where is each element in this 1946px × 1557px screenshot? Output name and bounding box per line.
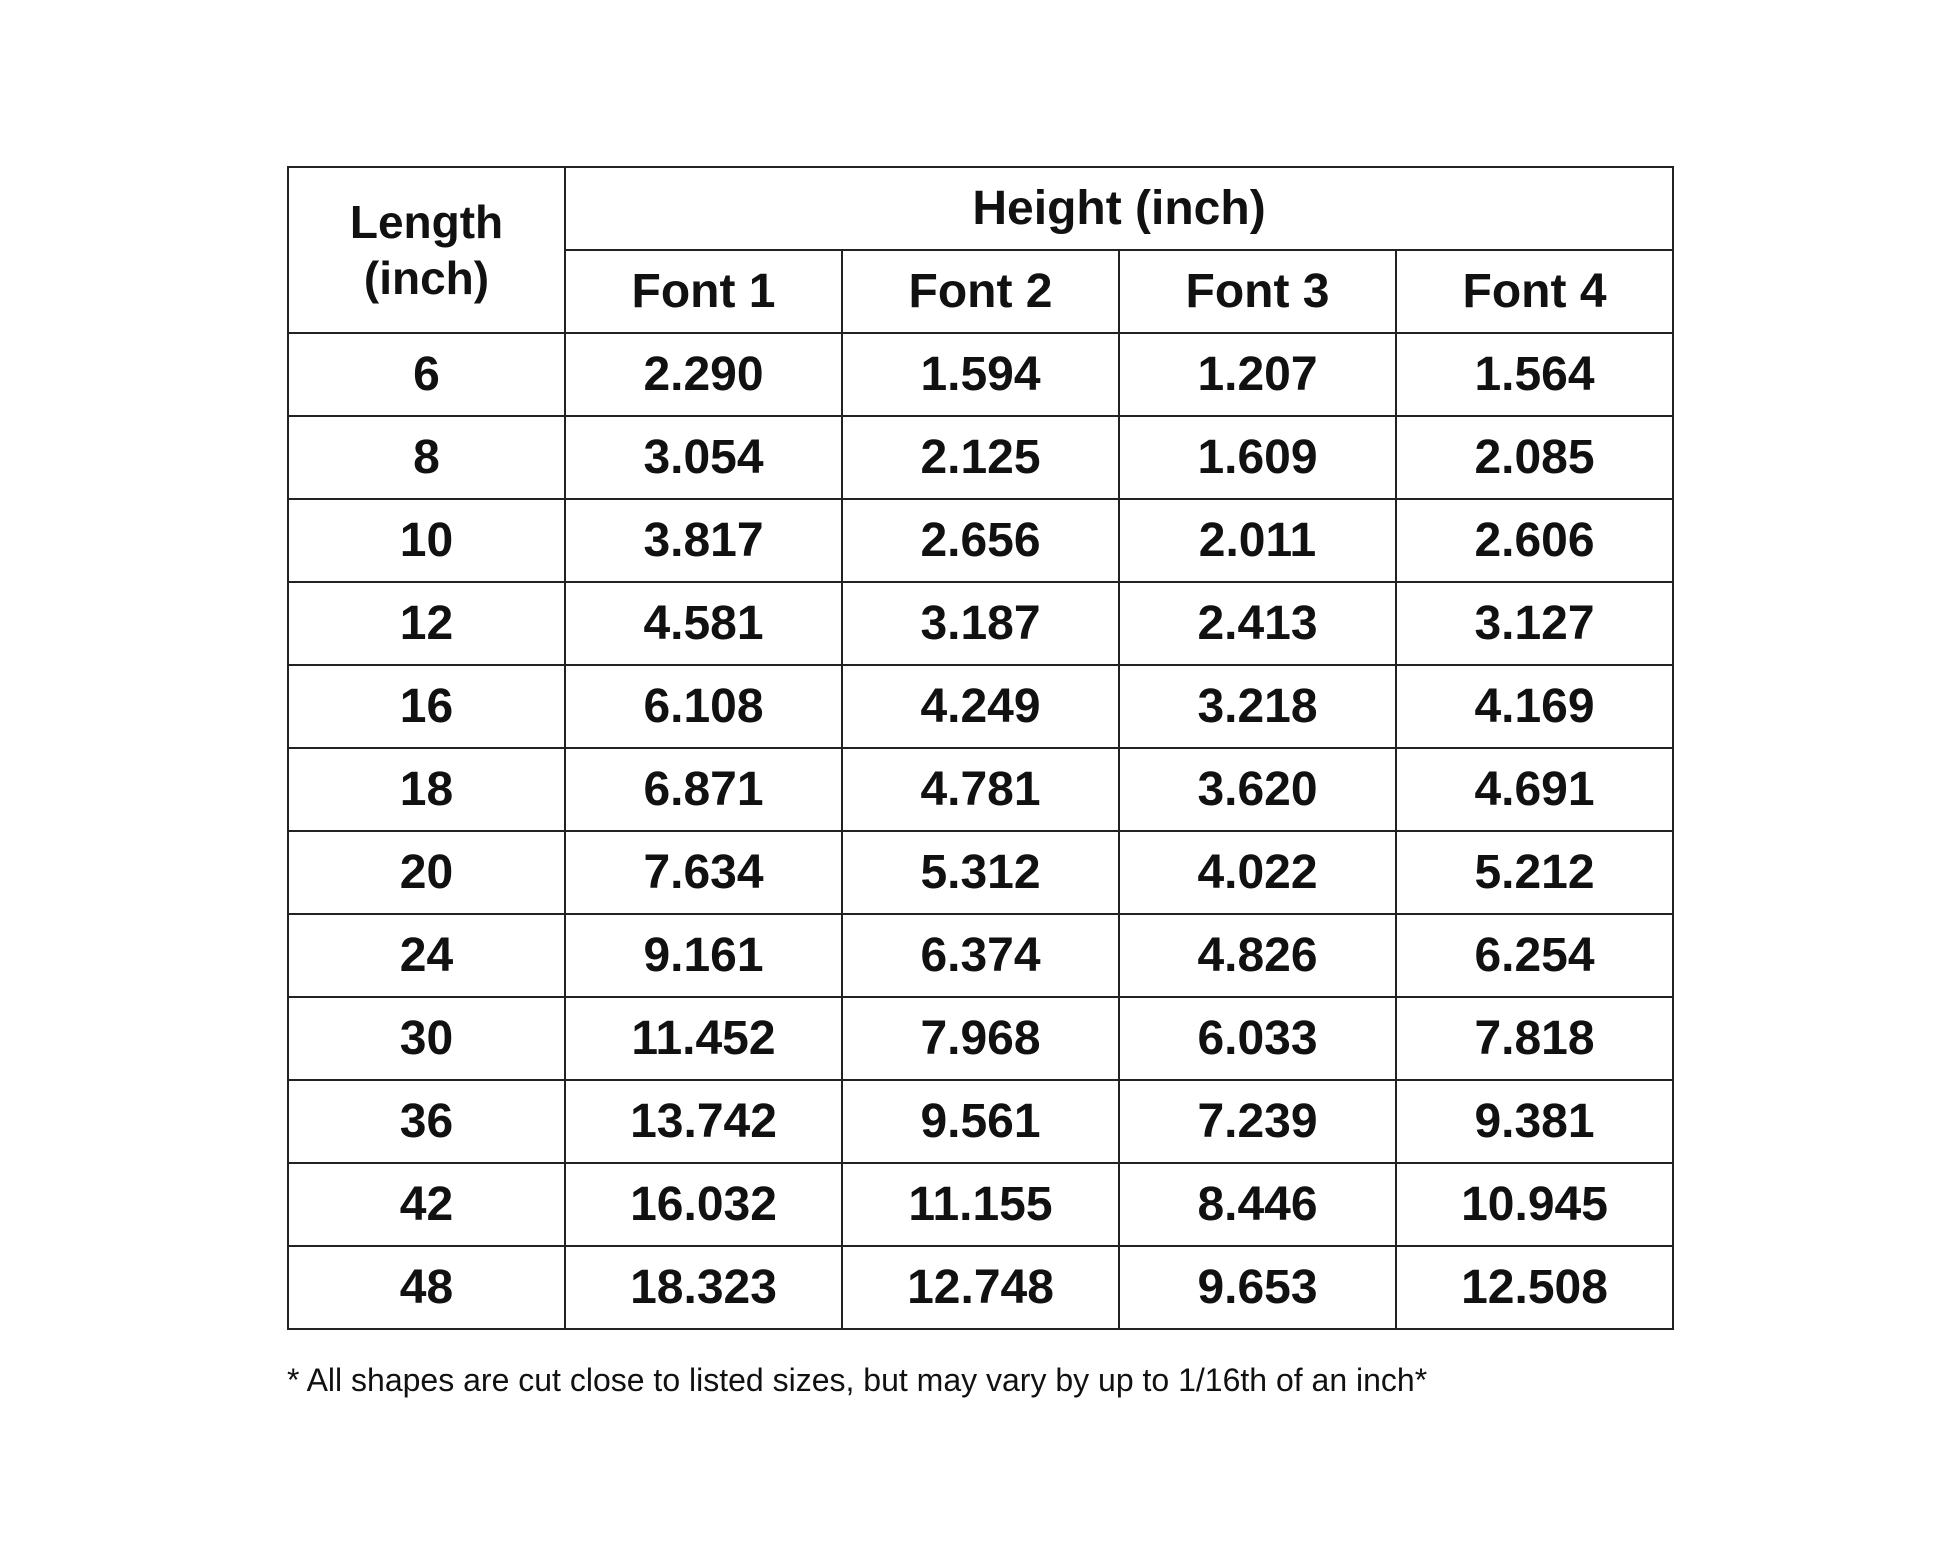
height-group-header: Height (inch) xyxy=(565,167,1673,250)
font-4-height-cell: 7.818 xyxy=(1396,997,1673,1080)
font-1-height-cell: 11.452 xyxy=(565,997,842,1080)
length-cell: 24 xyxy=(288,914,565,997)
table-body xyxy=(288,333,1673,1329)
length-header-line1: Length xyxy=(349,196,504,248)
font-3-height-cell: 2.011 xyxy=(1119,499,1396,582)
font-1-height-cell: 4.581 xyxy=(565,582,842,665)
font-4-height-cell: 3.127 xyxy=(1396,582,1673,665)
font-4-height-cell: 6.254 xyxy=(1396,914,1673,997)
font-1-height-cell: 6.871 xyxy=(565,748,842,831)
font-2-height-cell: 12.748 xyxy=(842,1246,1119,1329)
font-1-height-cell: 9.161 xyxy=(565,914,842,997)
table-row xyxy=(288,914,1673,997)
table-row xyxy=(288,499,1673,582)
font-4-height-cell: 2.085 xyxy=(1396,416,1673,499)
table-row xyxy=(288,1080,1673,1163)
font-1-height-cell: 6.108 xyxy=(565,665,842,748)
font-4-height-cell: 5.212 xyxy=(1396,831,1673,914)
font-3-height-cell: 9.653 xyxy=(1119,1246,1396,1329)
length-cell: 48 xyxy=(288,1246,565,1329)
font-2-height-cell: 7.968 xyxy=(842,997,1119,1080)
table-row xyxy=(288,1163,1673,1246)
length-cell: 42 xyxy=(288,1163,565,1246)
table-row xyxy=(288,831,1673,914)
length-cell: 30 xyxy=(288,997,565,1080)
font-4-height-cell: 4.169 xyxy=(1396,665,1673,748)
table-row xyxy=(288,582,1673,665)
font-2-height-cell: 11.155 xyxy=(842,1163,1119,1246)
font-3-height-cell: 3.620 xyxy=(1119,748,1396,831)
font-2-height-cell: 2.125 xyxy=(842,416,1119,499)
font-4-height-cell: 1.564 xyxy=(1396,333,1673,416)
font-1-height-cell: 2.290 xyxy=(565,333,842,416)
font-2-header: Font 2 xyxy=(842,250,1119,333)
table-row xyxy=(288,748,1673,831)
table-row xyxy=(288,1246,1673,1329)
table-row xyxy=(288,997,1673,1080)
font-3-height-cell: 4.826 xyxy=(1119,914,1396,997)
font-1-height-cell: 16.032 xyxy=(565,1163,842,1246)
length-cell: 8 xyxy=(288,416,565,499)
font-1-height-cell: 13.742 xyxy=(565,1080,842,1163)
length-cell: 20 xyxy=(288,831,565,914)
font-3-height-cell: 3.218 xyxy=(1119,665,1396,748)
font-2-height-cell: 1.594 xyxy=(842,333,1119,416)
length-header-line2: (inch) xyxy=(363,252,490,304)
header-row-top xyxy=(288,167,1673,250)
length-column-header xyxy=(288,167,565,333)
font-2-height-cell: 6.374 xyxy=(842,914,1119,997)
table-row xyxy=(288,333,1673,416)
font-2-height-cell: 3.187 xyxy=(842,582,1119,665)
font-3-height-cell: 1.609 xyxy=(1119,416,1396,499)
length-cell: 10 xyxy=(288,499,565,582)
table-header xyxy=(288,167,1673,333)
length-cell: 6 xyxy=(288,333,565,416)
length-cell: 12 xyxy=(288,582,565,665)
size-chart-table xyxy=(287,166,1674,1330)
font-3-height-cell: 1.207 xyxy=(1119,333,1396,416)
font-1-header: Font 1 xyxy=(565,250,842,333)
font-2-height-cell: 5.312 xyxy=(842,831,1119,914)
font-2-height-cell: 4.781 xyxy=(842,748,1119,831)
font-3-height-cell: 4.022 xyxy=(1119,831,1396,914)
font-3-height-cell: 6.033 xyxy=(1119,997,1396,1080)
font-3-header: Font 3 xyxy=(1119,250,1396,333)
font-2-height-cell: 9.561 xyxy=(842,1080,1119,1163)
table-row xyxy=(288,665,1673,748)
font-4-height-cell: 10.945 xyxy=(1396,1163,1673,1246)
font-1-height-cell: 3.054 xyxy=(565,416,842,499)
table-row xyxy=(288,416,1673,499)
font-3-height-cell: 8.446 xyxy=(1119,1163,1396,1246)
font-3-height-cell: 2.413 xyxy=(1119,582,1396,665)
font-4-height-cell: 4.691 xyxy=(1396,748,1673,831)
length-cell: 18 xyxy=(288,748,565,831)
font-4-header: Font 4 xyxy=(1396,250,1673,333)
length-cell: 36 xyxy=(288,1080,565,1163)
font-3-height-cell: 7.239 xyxy=(1119,1080,1396,1163)
length-cell: 16 xyxy=(288,665,565,748)
font-2-height-cell: 2.656 xyxy=(842,499,1119,582)
footnote: * All shapes are cut close to listed sizes, but may vary by up to 1/16th of an inch* xyxy=(287,1362,1428,1398)
font-1-height-cell: 3.817 xyxy=(565,499,842,582)
font-1-height-cell: 7.634 xyxy=(565,831,842,914)
font-4-height-cell: 9.381 xyxy=(1396,1080,1673,1163)
font-2-height-cell: 4.249 xyxy=(842,665,1119,748)
font-4-height-cell: 12.508 xyxy=(1396,1246,1673,1329)
font-1-height-cell: 18.323 xyxy=(565,1246,842,1329)
font-4-height-cell: 2.606 xyxy=(1396,499,1673,582)
